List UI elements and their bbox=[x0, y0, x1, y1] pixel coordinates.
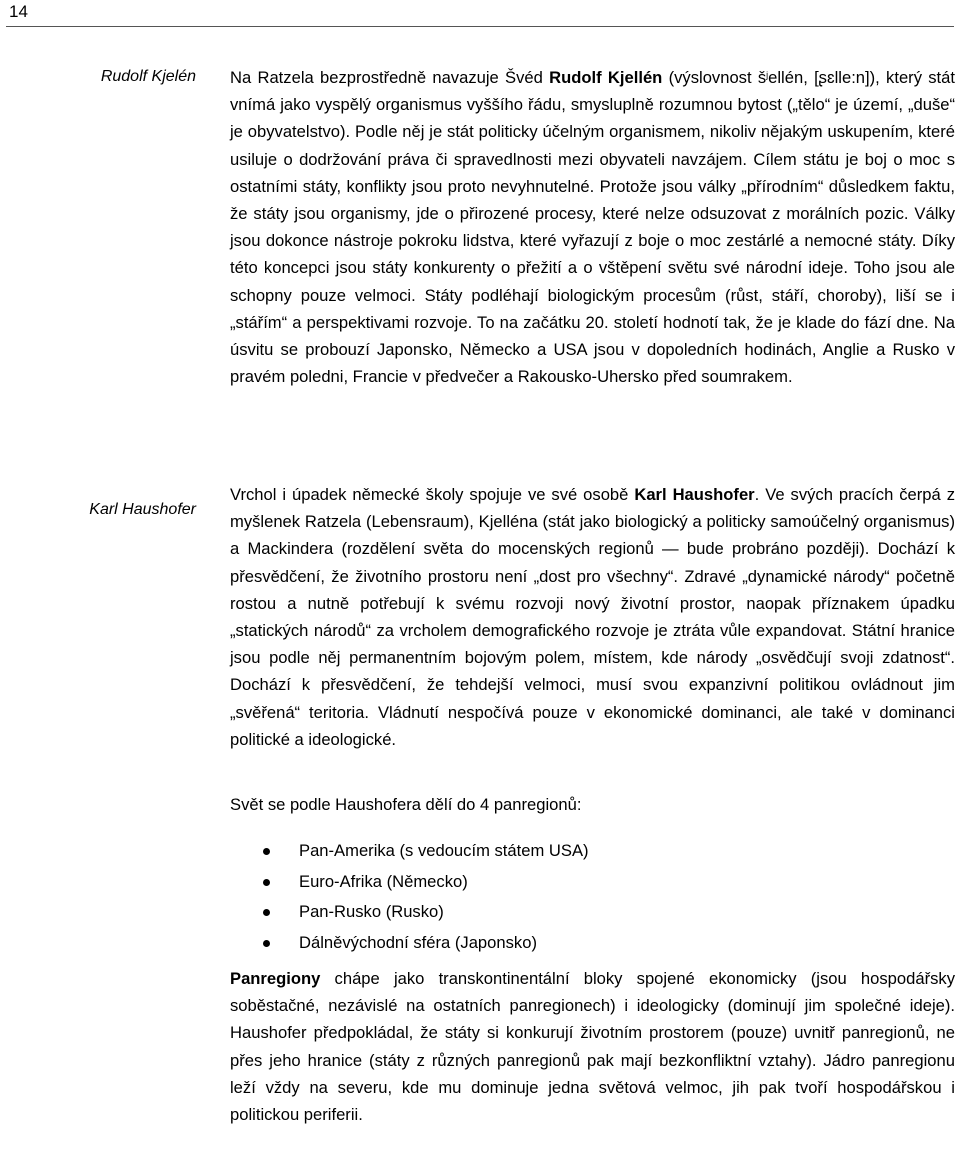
list-item bbox=[230, 928, 930, 959]
list-item bbox=[230, 897, 930, 928]
list-item-label: Dálněvýchodní sféra (Japonsko) bbox=[299, 932, 537, 952]
paragraph-haushofer bbox=[230, 481, 955, 753]
list-item-label: Euro-Afrika (Německo) bbox=[299, 871, 468, 891]
text: (výslovnost š bbox=[662, 68, 767, 87]
panregion-list bbox=[230, 836, 930, 958]
text: Na Ratzela bezprostředně navazuje Švéd bbox=[230, 68, 550, 87]
margin-note-haushofer: Karl Haushofer bbox=[89, 501, 196, 518]
bullet-icon bbox=[263, 909, 270, 916]
bullet-icon bbox=[263, 848, 270, 855]
text: ellén, [ʂɛlle:n]), který stát vnímá jako vyspělý organismus vyššího řádu, smysluplně rozumnou bytost („tělo“ je území, „duše“ je obyvatelstvo). Podle něj je stát politicky účelným organismem, nikoliv nějakým uskupením, které usiluje o dodržování práva či spravedlnosti mezi obyvateli navzájem. Cílem státu je boj o moc s ostatními státy, konflikty jsou proto nevyhnutelné. Protože jsou války „přírodním“ důsledkem faktu, že státy jsou organismy, jde o přirozené procesy, které nelze odsuzovat z morálních pozic. Války jsou dokonce nástroje pokroku lidstva, které vyřazují z boje o moc zestárlé a nemocné státy. Díky této koncepci jsou státy konkurenty o přežití a o vštěpení světu své národní ideje. Toho jsou ale schopny pouze velmoci. Státy podléhají biologickým procesům (růst, stáří, choroby), liší se i „stářím“ a perspektivami rozvoje. To na začátku 20. století hodnotí tak, že je klade do fází dne. Na úsvitu se probouzí Japonsko, Německo a USA jsou v dopoledních hodinách, Anglie a Rusko v pravém poledni, Francie v předvečer a Rakousko-Uhersko před soumrakem. bbox=[230, 68, 955, 387]
superscript: j bbox=[766, 70, 769, 80]
paragraph-kjellen bbox=[230, 64, 955, 390]
margin-note-kjellen: Rudolf Kjelén bbox=[100, 68, 196, 85]
list-item-label: Pan-Amerika (s vedoucím státem USA) bbox=[299, 841, 589, 860]
name-haushofer: Karl Haushofer bbox=[634, 485, 755, 504]
page-number: 14 bbox=[9, 2, 28, 21]
paragraph-panregions-intro: Svět se podle Haushofera dělí do 4 panregionů: bbox=[230, 795, 582, 814]
header-rule bbox=[6, 26, 954, 27]
list-item-label: Pan-Rusko (Rusko) bbox=[299, 902, 444, 921]
list-item bbox=[230, 836, 930, 867]
text: . Ve svých pracích čerpá z myšlenek Ratzela (Lebensraum), Kjelléna (stát jako biologický a politicky samoúčelný organismus) a Mackindera (rozdělení světa do mocenských regionů — bude probráno později). Dochází k přesvědčení, že životního prostoru není „dost pro všechny“. Zdravé „dynamické národy“ početně rostou a nutně potřebují k svému rozvoji nový životní prostor, naopak příznakem úpadku „statických národů“ za vrcholem demografického rozvoje je ztráta vůle expandovat. Státní hranice jsou podle něj permanentním bojovým polem, místem, kde národy „osvědčují svoji zdatnost“. Dochází k přesvědčení, že tehdejší velmoci, musí svou expanzivní politikou ovládnout jim „svěřená“ teritoria. Vládnutí nespočívá pouze v ekonomické dominanci, ale také v dominanci politické a ideologické. bbox=[230, 485, 955, 749]
term-panregiony: Panregiony bbox=[230, 969, 321, 988]
bullet-icon bbox=[263, 940, 270, 947]
text: Vrchol i úpadek německé školy spojuje ve své osobě bbox=[230, 485, 635, 504]
name-kjellen: Rudolf Kjellén bbox=[549, 68, 663, 87]
list-item bbox=[230, 867, 930, 898]
paragraph-panregions bbox=[230, 965, 955, 1128]
bullet-icon bbox=[263, 879, 270, 886]
text: chápe jako transkontinentální bloky spojené ekonomicky (jsou hospodářsky soběstačné, nezávislé na ostatních panregionech) i ideologicky (dominují jim společné ideje). Haushofer předpokládal, že státy si konkurují životním prostorem (pouze) uvnitř panregionů, ne přes jeho hranice (státy z různých panregionů pak mají bezkonfliktní vztahy). Jádro panregionu leží vždy na severu, kde mu dominuje jedna světová velmoc, jih pak tvoří hospodářskou i politickou periferii. bbox=[230, 969, 955, 1125]
